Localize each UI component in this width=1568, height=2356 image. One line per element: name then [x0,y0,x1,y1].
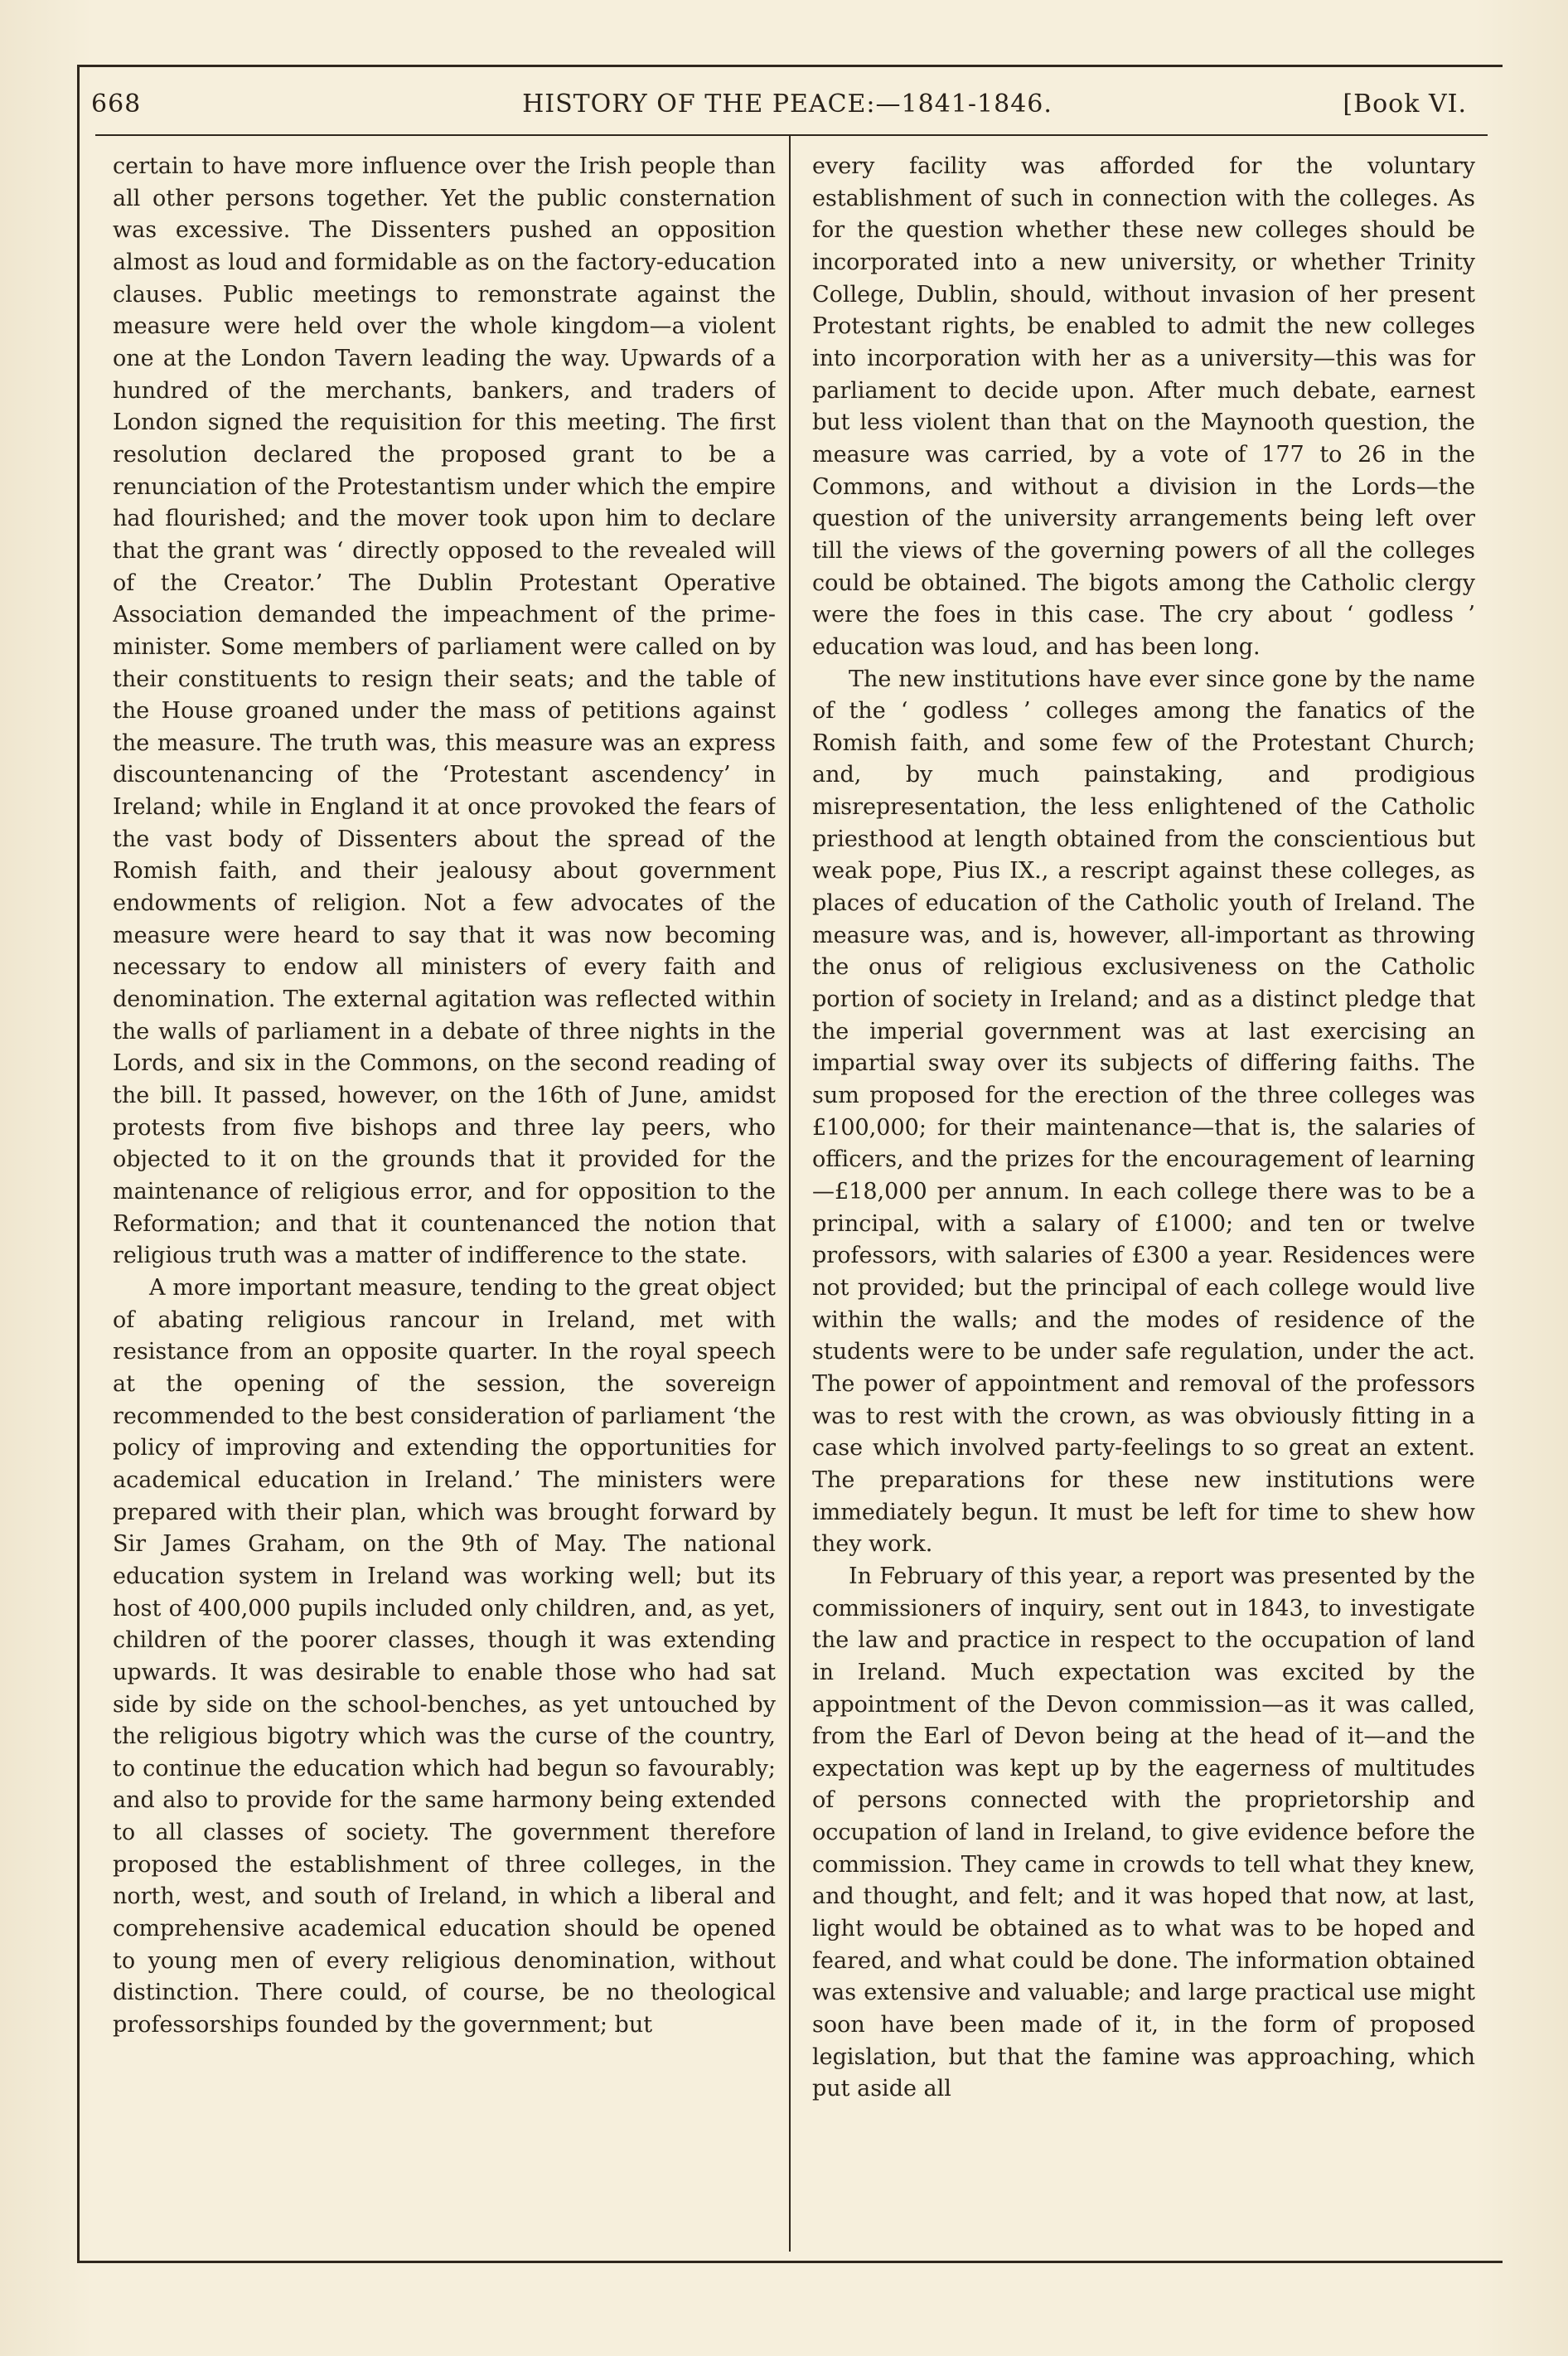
paragraph: A more important measure, tending to the great object of abating religious rancour in Ireland, met with resistance from an opposite quarter. In the royal speech at the opening of the session, the sovereign recommended to the best consideration of parliament ‘the policy of improving and extending the opportunities for academical education in Ireland.’ The ministers were prepared with their plan, which was brought forward by Sir James Graham, on the 9th of May. The national education system in Ireland was working well; but its host of 400,000 pupils included only children, and, as yet, children of the poorer classes, though it was extending upwards. It was desirable to enable those who had sat side by side on the school-benches, as yet untouched by the religious bigotry which was the curse of the country, to continue the education which had begun so favourably; and also to provide for the same harmony being extended to all classes of society. The government therefore proposed the establishment of three colleges, in the north, west, and south of Ireland, in which a liberal and comprehensive academical education should be opened to young men of every religious denomination, without distinction. There could, of course, be no theological professorships founded by the government; but [113,1274,776,2038]
page-number: 668 [91,90,142,119]
paragraph: The new institutions have ever since gone by the name of the ‘ godless ’ colleges among the fanatics of the Romish faith, and some few of the Protestant Church; and, by much painstaking, and prodigious misrepresentation, the less enlightened of the Catholic priesthood at length obtained from the conscientious but weak pope, Pius IX., a rescript against these colleges, as places of education of the Catholic youth of Ireland. The measure was, and is, however, all-important as throwing the onus of religious exclusiveness on the Catholic portion of society in Ireland; and as a distinct pledge that the imperial government was at last exercising an impartial sway over its subjects of differing faiths. The sum proposed for the erection of the three colleges was £100,000; for their maintenance—that is, the salaries of officers, and the prizes for the encouragement of learning—£18,000 per annum. In each college there was to be a principal, with a salary of £1000; and ten or twelve professors, with salaries of £300 a year. Residences were not provided; but the principal of each college would live within the walls; and the modes of residence of the students were to be under safe regulation, under the act. The power of appointment and removal of the professors was to rest with the crown, as was obviously fitting in a case which involved party-feelings to so great an extent. The preparations for these new institutions were immediately begun. It must be left for time to shew how they work. [812,666,1475,1558]
top-border-rule [77,65,1503,67]
left-column [113,151,776,2248]
right-column [812,151,1475,2248]
paragraph: certain to have more influence over the Irish people than all other persons together. Yet the public consternation was excessive. The Dissenters pushed an opposition almost as loud and formidable as on the factory-education clauses. Public meetings to remonstrate against the measure were held over the whole kingdom—a violent one at the London Tavern leading the way. Upwards of a hundred of the merchants, bankers, and traders of London signed the requisition for this meeting. The first resolution declared the proposed grant to be a renunciation of the Protestantism under which the empire had flourished; and the mover took upon him to declare that the grant was ‘ directly opposed to the revealed will of the Creator.’ The Dublin Protestant Operative Association demanded the impeachment of the prime-minister. Some members of parliament were called on by their constituents to resign their seats; and the table of the House groaned under the mass of petitions against the measure. The truth was, this measure was an express discountenancing of the ‘Protestant ascendency’ in Ireland; while in England it at once provoked the fears of the vast body of Dissenters about the spread of the Romish faith, and their jealousy about government endowments of religion. Not a few advocates of the measure were heard to say that it was now becoming necessary to endow all ministers of every faith and denomination. The external agitation was reflected within the walls of parliament in a debate of three nights in the Lords, and six in the Commons, on the second reading of the bill. It passed, however, on the 16th of June, amidst protests from five bishops and three lay peers, who objected to it on the grounds that it provided for the maintenance of religious error, and for opposition to the Reformation; and that it countenanced the notion that religious truth was a matter of indifference to the state. [113,153,776,1269]
left-border-rule [77,65,80,2261]
bottom-border-rule [77,2261,1503,2263]
paragraph: every facility was afforded for the voluntary establishment of such in connection with the colleges. As for the question whether these new colleges should be incorporated into a new university, or whether Trinity College, Dublin, should, without invasion of her present Protestant rights, be enabled to admit the new colleges into incorporation with her as a university—this was for parliament to decide upon. After much debate, earnest but less violent than that on the Maynooth question, the measure was carried, by a vote of 177 to 26 in the Commons, and without a division in the Lords—the question of the university arrangements being left over till the views of the governing powers of all the colleges could be obtained. The bigots among the Catholic clergy were the foes in this case. The cry about ‘ godless ’ education was loud, and has been long. [812,153,1475,660]
column-divider [789,136,791,2252]
paragraph: In February of this year, a report was presented by the commissioners of inquiry, sent out in 1843, to investigate the law and practice in respect to the occupation of land in Ireland. Much expectation was excited by the appointment of the Devon commission—as it was called, from the Earl of Devon being at the head of it—and the expectation was kept up by the eagerness of multitudes of persons connected with the proprietorship and occupation of land in Ireland, to give evidence before the commission. They came in crowds to tell what they knew, and thought, and felt; and it was hoped that now, at last, light would be obtained as to what was to be hoped and feared, and what could be done. The information obtained was extensive and valuable; and large practical use might soon have been made of it, in the form of proposed legislation, but that the famine was approaching, which put aside all [812,1563,1475,2102]
running-title: HISTORY OF THE PEACE:—1841-1846. [522,90,1053,119]
running-header [91,90,1483,131]
header-rule [95,134,1488,136]
book-label: [Book VI. [1343,90,1467,119]
